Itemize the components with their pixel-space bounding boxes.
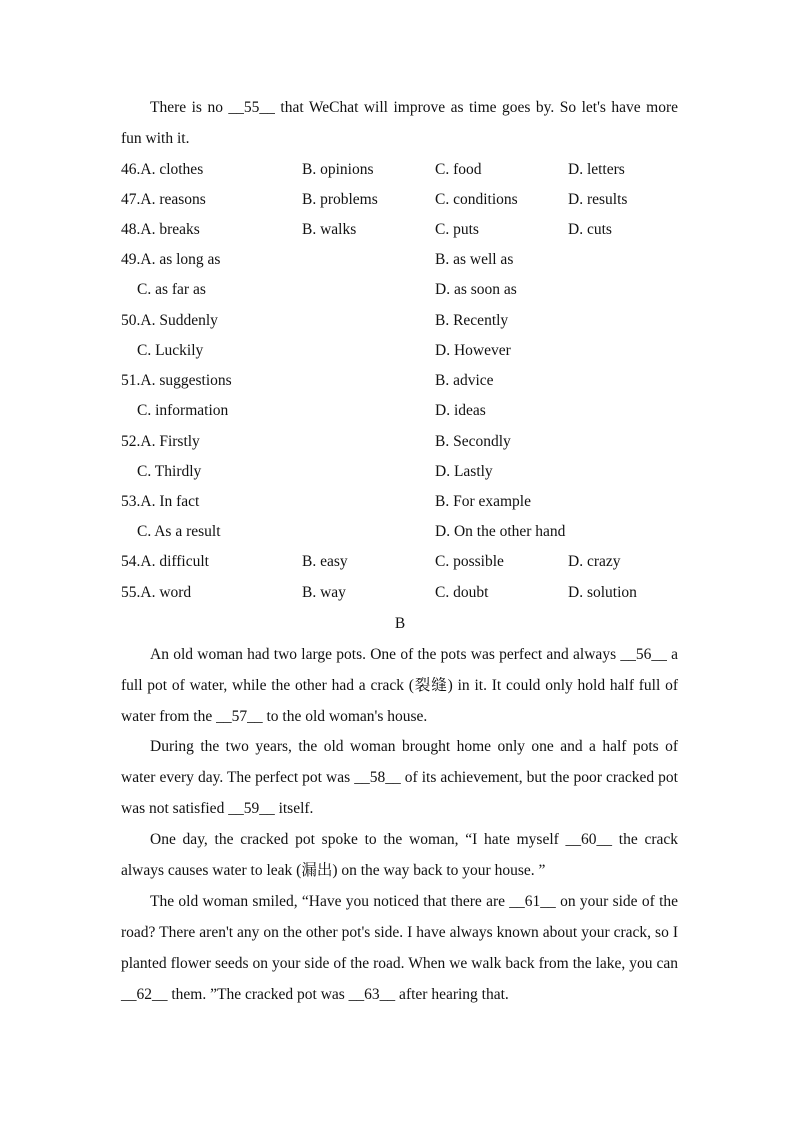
option-a: 50.A. Suddenly [121,312,218,329]
option-a: 49.A. as long as [121,251,221,268]
option-a: 46.A. clothes [121,161,204,178]
option-b: B. walks [302,221,357,238]
question-52-row-2 [121,457,681,487]
option-d: D. cuts [568,221,612,238]
option-c: C. conditions [435,191,518,208]
option-a: 55.A. word [121,584,192,601]
question-49-row-2 [121,275,681,305]
option-c: C. doubt [435,584,489,601]
paragraph-2: During the two years, the old woman brought home only one and a half pots of water every day. The perfect pot was __58__ of its achievement, but the poor cracked pot was not satisfied __59__ itself. [121,738,678,817]
option-d: D. crazy [568,553,621,570]
option-d: D. ideas [435,402,486,419]
question-48 [121,215,681,245]
question-51-row-2 [121,396,681,426]
section-heading: B [394,615,406,632]
paragraph-3: One day, the cracked pot spoke to the woman, “I hate myself __60__ the crack always causes water to leak (漏出) on the way back to your house. ” [121,831,678,879]
option-c: C. Thirdly [137,463,202,480]
question-50 [121,306,681,336]
option-b: B. Secondly [435,433,511,450]
option-b: B. Recently [435,312,509,329]
option-b: B. easy [302,553,348,570]
option-b: B. advice [435,372,494,389]
option-b: B. opinions [302,161,374,178]
option-b: B. problems [302,191,378,208]
paragraph-1: An old woman had two large pots. One of the pots was perfect and always __56__ a full pot of water, while the other had a crack (裂缝) in it. It could only hold half full of water from the __57__ to the old woman's house. [121,646,678,725]
question-55 [121,578,681,608]
option-c: C. puts [435,221,479,238]
option-a: 47.A. reasons [121,191,206,208]
option-d: D. letters [568,161,625,178]
option-d: D. solution [568,584,637,601]
option-c: C. Luckily [137,342,204,359]
option-a: 48.A. breaks [121,221,200,238]
option-b: B. as well as [435,251,514,268]
option-b: B. way [302,584,346,601]
question-50-row-2 [121,336,681,366]
option-a: 54.A. difficult [121,553,209,570]
question-52 [121,427,681,457]
paragraph-4: The old woman smiled, “Have you noticed that there are __61__ on your side of the road? There aren't any on the other pot's side. I have always known about your crack, so I planted flower seeds on your side of the road. When we walk back from the lake, you can __62__ them. ”The cracked pot was __63__ after hearing that. [121,893,678,1003]
question-46 [121,155,681,185]
option-d: D. On the other hand [435,523,566,540]
question-54 [121,547,681,577]
question-47 [121,185,681,215]
option-a: 51.A. suggestions [121,372,232,389]
option-c: C. as far as [137,281,206,298]
option-b: B. For example [435,493,531,510]
option-c: C. possible [435,553,504,570]
option-a: 52.A. Firstly [121,433,200,450]
question-53-row-2 [121,517,681,547]
question-51 [121,366,681,396]
intro-paragraph: There is no __55__ that WeChat will improve as time goes by. So let's have more fun with it. [121,99,678,147]
option-d: D. Lastly [435,463,493,480]
option-d: D. However [435,342,511,359]
option-c: C. food [435,161,482,178]
question-53 [121,487,681,517]
option-c: C. information [137,402,229,419]
question-49 [121,245,681,275]
option-d: D. as soon as [435,281,517,298]
option-a: 53.A. In fact [121,493,200,510]
option-d: D. results [568,191,628,208]
option-c: C. As a result [137,523,221,540]
